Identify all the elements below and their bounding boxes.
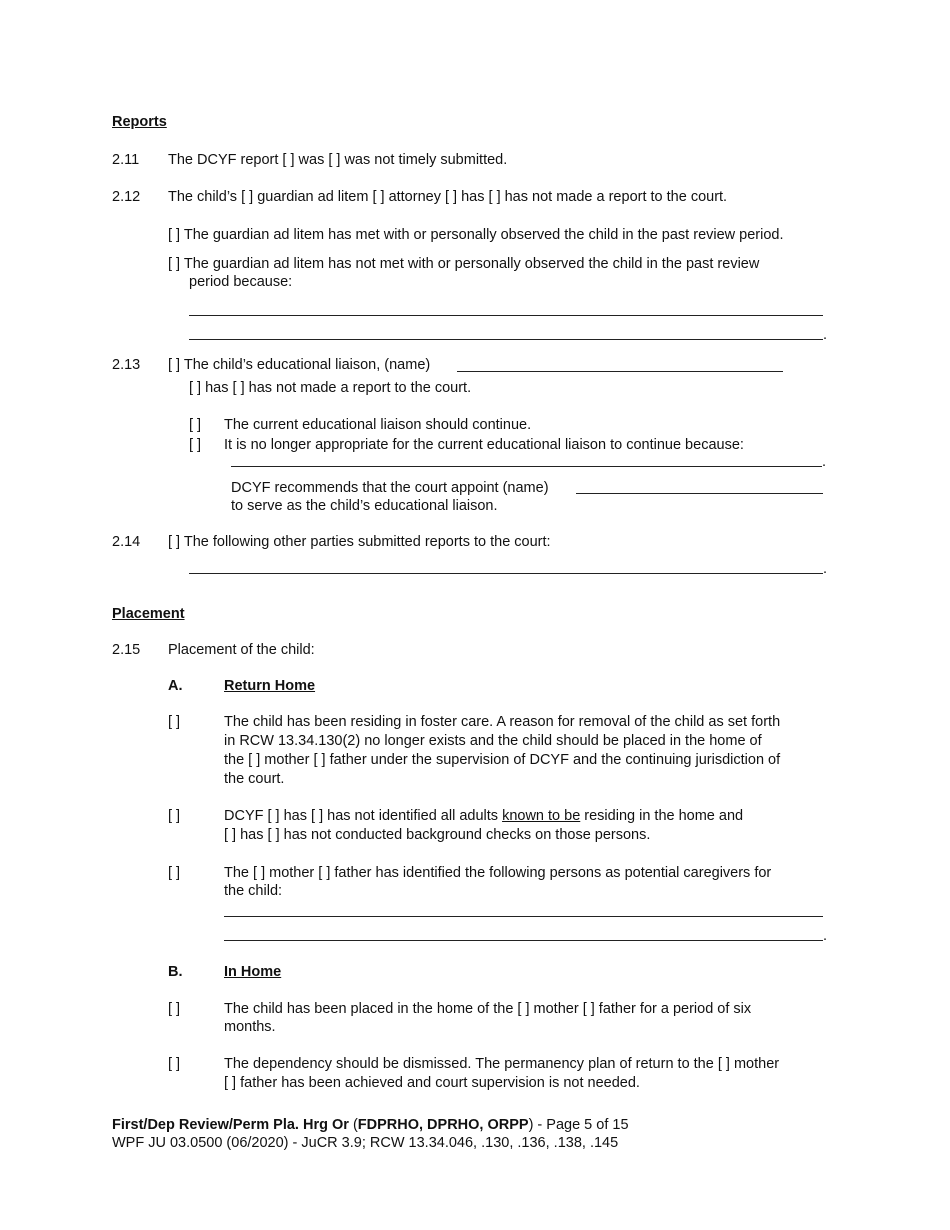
caregivers-line-2[interactable] <box>224 940 823 941</box>
placed-in-home-text-1: The child has been placed in the home of the [ ] mother [ ] father for a period of six <box>224 1001 752 1017</box>
to-serve-text: to serve as the child’s educational liaison. <box>231 498 498 514</box>
dismiss-checkbox: [ ] <box>168 1056 181 1072</box>
foster-care-text-3: the [ ] mother [ ] father under the supervision of DCYF and the continuing jurisdiction of <box>224 752 781 768</box>
dismiss-text-2: [ ] father has been achieved and court supervision is not needed. <box>224 1075 640 1091</box>
gal-report-statement: The child’s [ ] guardian ad litem [ ] attorney [ ] has [ ] has not made a report to the court. <box>168 189 728 205</box>
footer-form-reference: WPF JU 03.0500 (06/2020) - JuCR 3.9; RCW 13.34.046, .130, .136, .138, .145 <box>112 1135 619 1151</box>
liaison-no-longer-checkbox: [ ] <box>189 437 202 453</box>
educational-liaison-statement: [ ] The child’s educational liaison, (name) <box>168 357 431 373</box>
caregivers-line-1[interactable] <box>224 916 823 917</box>
placement-statement: Placement of the child: <box>168 642 315 658</box>
other-parties-line[interactable] <box>189 573 823 574</box>
placed-in-home-checkbox: [ ] <box>168 1001 181 1017</box>
adults-identified-checkbox: [ ] <box>168 808 181 824</box>
section-number-2-14: 2.14 <box>112 534 141 550</box>
foster-care-text-2: in RCW 13.34.130(2) no longer exists and the child should be placed in the home of <box>224 733 762 749</box>
appoint-name-line[interactable] <box>576 493 823 494</box>
gal-reason-line-2[interactable] <box>189 339 823 340</box>
foster-care-text-4: the court. <box>224 771 285 787</box>
liaison-continue-text: The current educational liaison should continue. <box>224 417 532 433</box>
liaison-continue-checkbox: [ ] <box>189 417 202 433</box>
return-home-heading: Return Home <box>224 678 316 694</box>
reports-heading: Reports <box>112 114 167 130</box>
placement-heading: Placement <box>112 606 185 622</box>
section-number-2-11: 2.11 <box>112 152 140 168</box>
placed-in-home-text-2: months. <box>224 1019 276 1035</box>
gal-not-met-option: [ ] The guardian ad litem has not met with or personally observed the child in the past review <box>168 256 760 272</box>
adults-identified-text-1: DCYF [ ] has [ ] has not identified all adults known to be residing in the home and <box>224 808 744 824</box>
in-home-heading: In Home <box>224 964 282 980</box>
section-number-2-15: 2.15 <box>112 642 141 658</box>
liaison-no-longer-text: It is no longer appropriate for the current educational liaison to continue because: <box>224 437 744 453</box>
dcyf-report-statement: The DCYF report [ ] was [ ] was not timely submitted. <box>168 152 508 168</box>
line-period: . <box>823 561 828 577</box>
footer-title: First/Dep Review/Perm Pla. Hrg Or (FDPRHO, DPRHO, ORPP) - Page 5 of 15 <box>112 1117 629 1133</box>
gal-reason-line-1[interactable] <box>189 315 823 316</box>
foster-care-checkbox: [ ] <box>168 714 181 730</box>
caregivers-text-1: The [ ] mother [ ] father has identified the following persons as potential caregivers for <box>224 865 772 881</box>
caregivers-text-2: the child: <box>224 883 283 899</box>
line-period: . <box>822 454 827 470</box>
gal-met-option: [ ] The guardian ad litem has met with or personally observed the child in the past review period. <box>168 227 784 243</box>
gal-not-met-continued: period because: <box>189 274 293 290</box>
foster-care-text-1: The child has been residing in foster care. A reason for removal of the child as set forth <box>224 714 781 730</box>
subsection-b-label: B. <box>168 964 183 980</box>
liaison-reason-line[interactable] <box>231 466 822 467</box>
adults-identified-text-2: [ ] has [ ] has not conducted background checks on those persons. <box>224 827 651 843</box>
subsection-a-label: A. <box>168 678 183 694</box>
liaison-name-line[interactable] <box>457 371 783 372</box>
other-parties-statement: [ ] The following other parties submitted reports to the court: <box>168 534 551 550</box>
caregivers-checkbox: [ ] <box>168 865 181 881</box>
section-number-2-13: 2.13 <box>112 357 141 373</box>
dcyf-recommends-text: DCYF recommends that the court appoint (name) <box>231 480 549 496</box>
dismiss-text-1: The dependency should be dismissed. The permanency plan of return to the [ ] mother <box>224 1056 780 1072</box>
line-period: . <box>823 327 828 343</box>
section-number-2-12: 2.12 <box>112 189 141 205</box>
liaison-report-options: [ ] has [ ] has not made a report to the court. <box>189 380 472 396</box>
line-period: . <box>823 928 828 944</box>
